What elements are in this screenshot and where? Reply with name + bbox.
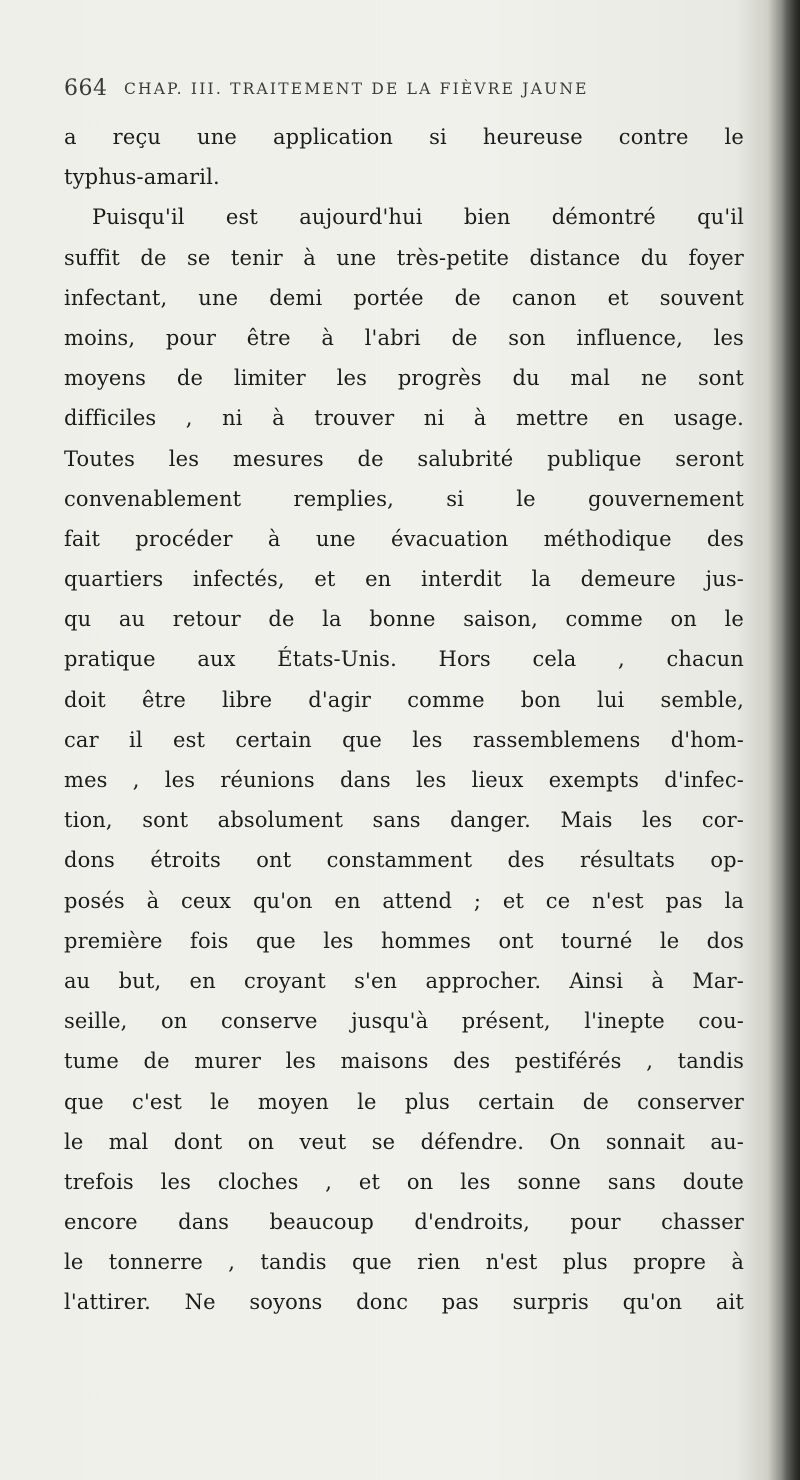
text-line: Puisqu'il est aujourd'hui bien démontré qu'il	[92, 205, 744, 230]
text-line: première fois que les hommes ont tourné le dos	[64, 928, 744, 953]
text-line: suffit de se tenir à une très-petite distance du foyer	[64, 245, 744, 270]
text-line: tume de murer les maisons des pestiférés , tandis	[64, 1049, 744, 1074]
running-head: CHAP. III. TRAITEMENT DE LA FIÈVRE JAUNE	[124, 80, 589, 98]
text-line: doit être libre d'agir comme bon lui semble,	[64, 687, 744, 712]
text-line: qu au retour de la bonne saison, comme on le	[64, 607, 744, 632]
text-line: l'attirer. Ne soyons donc pas surpris qu'on ait	[64, 1290, 744, 1315]
text-line: mes , les réunions dans les lieux exempts d'infec-	[64, 768, 744, 792]
text-line: seille, on conserve jusqu'à présent, l'inepte cou-	[64, 1009, 744, 1034]
text-line: le tonnerre , tandis que rien n'est plus propre à	[64, 1250, 744, 1275]
text-line: trefois les cloches , et on les sonne sans doute	[64, 1169, 744, 1194]
page-edge-shadow	[782, 0, 800, 1480]
text-line: moyens de limiter les progrès du mal ne sont	[64, 366, 744, 391]
text-line: au but, en croyant s'en approcher. Ainsi à Mar-	[64, 968, 744, 993]
body-text	[64, 117, 744, 1323]
text-line: que c'est le moyen le plus certain de conserver	[64, 1089, 744, 1114]
text-line: Toutes les mesures de salubrité publique seront	[64, 446, 744, 471]
text-line: le mal dont on veut se défendre. On sonnait au-	[64, 1129, 744, 1154]
text-line: quartiers infectés, et en interdit la demeure jus-	[64, 567, 744, 592]
page-header	[64, 76, 704, 108]
text-line: dons étroits ont constamment des résultats op-	[64, 848, 744, 873]
text-line: a reçu une application si heureuse contre le	[64, 125, 744, 149]
text-line: moins, pour être à l'abri de son influence, les	[64, 325, 744, 350]
text-line: pratique aux États-Unis. Hors cela , chacun	[64, 647, 744, 672]
text-line: car il est certain que les rassemblemens d'hom-	[64, 727, 744, 752]
text-line: infectant, une demi portée de canon et souvent	[64, 285, 744, 310]
page-number: 664	[64, 76, 108, 101]
text-line: typhus-amaril.	[64, 165, 220, 190]
text-line: posés à ceux qu'on en attend ; et ce n'est pas la	[64, 888, 744, 913]
text-line: tion, sont absolument sans danger. Mais les cor-	[64, 808, 744, 833]
text-line: fait procéder à une évacuation méthodique des	[64, 526, 744, 551]
text-line: convenablement remplies, si le gouvernement	[64, 486, 744, 511]
text-line: difficiles , ni à trouver ni à mettre en usage.	[64, 406, 744, 431]
text-line: encore dans beaucoup d'endroits, pour chasser	[64, 1210, 744, 1235]
